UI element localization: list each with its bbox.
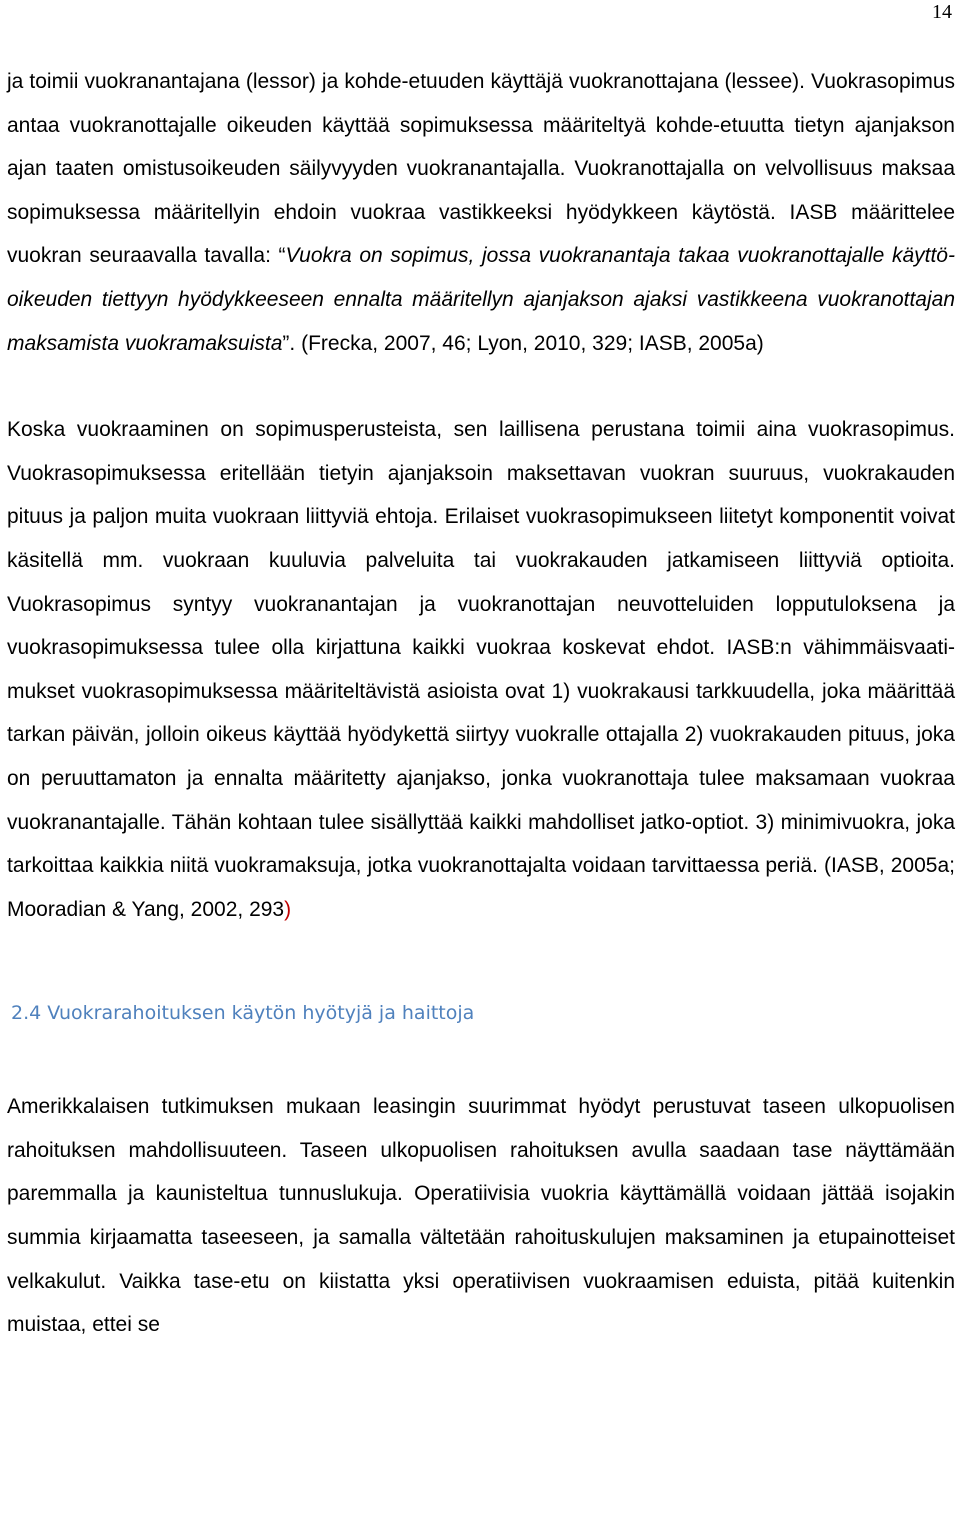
section-heading: 2.4 Vuokrarahoituksen käytön hyötyjä ja haittoja xyxy=(11,1002,475,1025)
document-body xyxy=(7,60,955,1347)
paragraph-benefits: Amerikkalaisen tutkimuksen mukaan leasingin suurimmat hyödyt perustuvat taseen ulkopuolisen rahoituksen mahdollisuuteen. Taseen ulkopuolisen rahoituksen avulla saadaan tase näyttämään paremmalla ja kaunisteltua tunnuslukuja. Operatiivisia vuokria käyttämällä voidaan jättää isojakin summia kirjaamatta taseeseen, ja samalla vältetään rahoituskulujen maksaminen ja etupainotteiset velkakulut. Vaikka tase-etu on kiistatta yksi operatiivisen vuokraamisen eduista, pitää kuitenkin muistaa, ettei se xyxy=(7,1095,955,1337)
page-number: 14 xyxy=(932,1,952,23)
paragraph-citation: ”. (Frecka, 2007, 46; Lyon, 2010, 329; IASB, 2005a) xyxy=(282,331,764,355)
paragraph-lease-definition xyxy=(7,60,955,365)
paragraph-text: Koska vuokraaminen on sopimusperusteista, sen laillisena perustana toimii aina vuokrasopimus. Vuokrasopimuksessa eritellään tietyin ajanjaksoin maksettavan vuokran suuruus, vuokrakauden pituus ja paljon muita vuokraan liittyviä ehtoja. Erilaiset vuokrasopimukseen liitetyt komponentit voivat käsitellä mm. vuokraan kuuluvia palveluita tai vuokrakauden jatkamiseen liittyviä optioita. Vuokrasopimus syntyy vuokranantajan ja vuokranottajan neuvotteluiden lopputuloksena ja vuokrasopimuksessa tulee olla kirjattuna kaikki vuokraa koskevat ehdot. IASB:n vähimmäisvaatimukset vuokrasopimuksessa määriteltävistä asioista ovat 1) vuokrakausi tarkkuudella, joka määrittää tarkan päivän, jolloin oikeus käyttää hyödykettä siirtyy vuokralle ottajalla 2) vuokrakauden pituus, joka on peruuttamaton ja ennalta määritetty ajanjakso, jonka vuokranottaja tulee maksamaan vuokraa vuokranantajalle. Tähän kohtaan tulee sisällyttää kaikki mahdolliset jatko-optiot. 3) minimivuokra, joka tarkoittaa kaikkia niitä vuokramaksuja, jotka vuokranottajalta voidaan tarvittaessa periä. (IASB, 2005a; Mooradian & Yang, 2002, 293 xyxy=(7,418,955,921)
heading-spacer xyxy=(7,1035,955,1085)
closing-parenthesis: ) xyxy=(284,897,292,921)
paragraph-lease-agreement xyxy=(7,408,955,931)
paragraph-text: ja toimii vuokranantajana (lessor) ja kohde-etuuden käyttäjä vuokranottajana (lessee). Vuokrasopimus antaa vuokranottajalle oikeuden käyttää sopimuksessa määriteltyä kohde-etuutta tietyn ajanjakson ajan taaten omistusoikeuden säilyvyyden vuokranantajalla. Vuokranottajalla on velvollisuus maksaa sopimuksessa määritellyin ehdoin vuokraa vastikkeeksi hyödykkeen käytöstä. IASB määrittelee vuokran seuraavalla tavalla: “ xyxy=(7,70,955,268)
quoted-definition: Vuokra on sopimus, jossa vuokranantaja takaa vuokranottajalle käyttöoikeuden tiettyyn hyödykkeeseen ennalta määritellyn ajanjakson ajaksi vastikkeena vuokranottajan maksamista vuokramaksuista xyxy=(7,244,955,355)
